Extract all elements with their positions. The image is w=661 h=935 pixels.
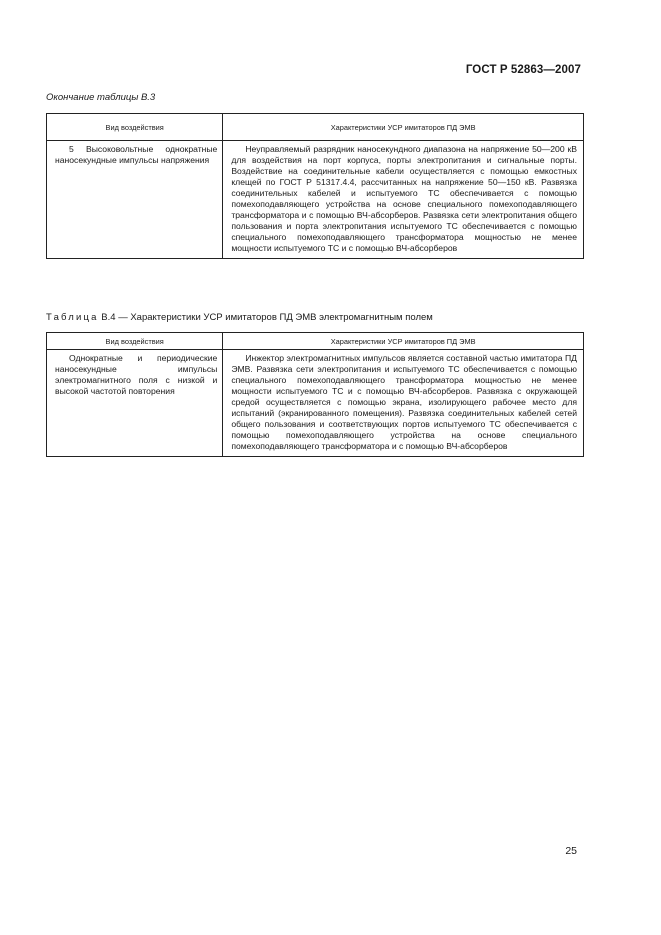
column-header-impact: Вид воздействия (47, 333, 223, 350)
table-row (47, 141, 584, 259)
column-header-impact: Вид воздействия (47, 114, 223, 141)
table-b4-caption-text: В.4 — Характеристики УСР имитаторов ПД ЭМВ электромагнитным полем (101, 312, 433, 323)
table-header-row (47, 114, 584, 141)
table-b3 (46, 113, 584, 259)
impact-cell: Однократные и периодические наносекундные импульсы электромагнитного поля с низкой и высокой частотой повторения (47, 350, 223, 457)
characteristics-cell: Неуправляемый разрядник наносекундного диапазона на напряжение 50—200 кВ для воздействия на порт корпуса, порты электропитания и сигнальные порты. Воздействие на соединительные кабели осуществляется с помощью емкостных клещей по ГОСТ Р 51317.4.4, рассчитанных на напряжение 50—150 кВ. Развязка соединительных кабелей и испытуемого ТС обеспечивается с помощью помехоподавляющего устройства на основе специального помехоподавляющего трансформатора и с помощью ВЧ-абсорберов. Развязка сети электропитания общего пользования и порта электропитания испытуемого ТС обеспечивается с помощью специального помехоподавляющего трансформатора мощностью не менее мощности испытуемого ТС и с помощью ВЧ-абсорберов (223, 141, 584, 259)
impact-cell: 5 Высоковольтные однократные наносекундные импульсы напряжения (47, 141, 223, 259)
table-b3-caption: Окончание таблицы В.3 (46, 92, 156, 103)
column-header-characteristics: Характеристики УСР имитаторов ПД ЭМВ (223, 114, 584, 141)
table-b4-caption (46, 312, 433, 323)
column-header-characteristics: Характеристики УСР имитаторов ПД ЭМВ (223, 333, 584, 350)
table-header-row (47, 333, 584, 350)
table-b4-caption-label: Таблица (46, 312, 99, 323)
table-row (47, 350, 584, 457)
table-b4 (46, 332, 584, 457)
document-standard-number: ГОСТ Р 52863—2007 (465, 64, 581, 76)
characteristics-cell: Инжектор электромагнитных импульсов является составной частью имитатора ПД ЭМВ. Развязка сети электропитания и испытуемого ТС обеспечивается с помощью специального помехоподавляющего трансформатора мощностью не менее мощности испытуемого ТС и с помощью ВЧ-абсорберов. Развязка с окружающей средой осуществляется с помощью экрана, изолирующего рабочее место для испытаний (экранированного помещения). Развязка соединительных кабелей сетей общего пользования и соответствующих портов испытуемого ТС обеспечивается с помощью помехоподавляющего устройства на основе специального помехоподавляющего трансформатора и с помощью ВЧ-абсорберов (223, 350, 584, 457)
page-number: 25 (565, 845, 577, 857)
